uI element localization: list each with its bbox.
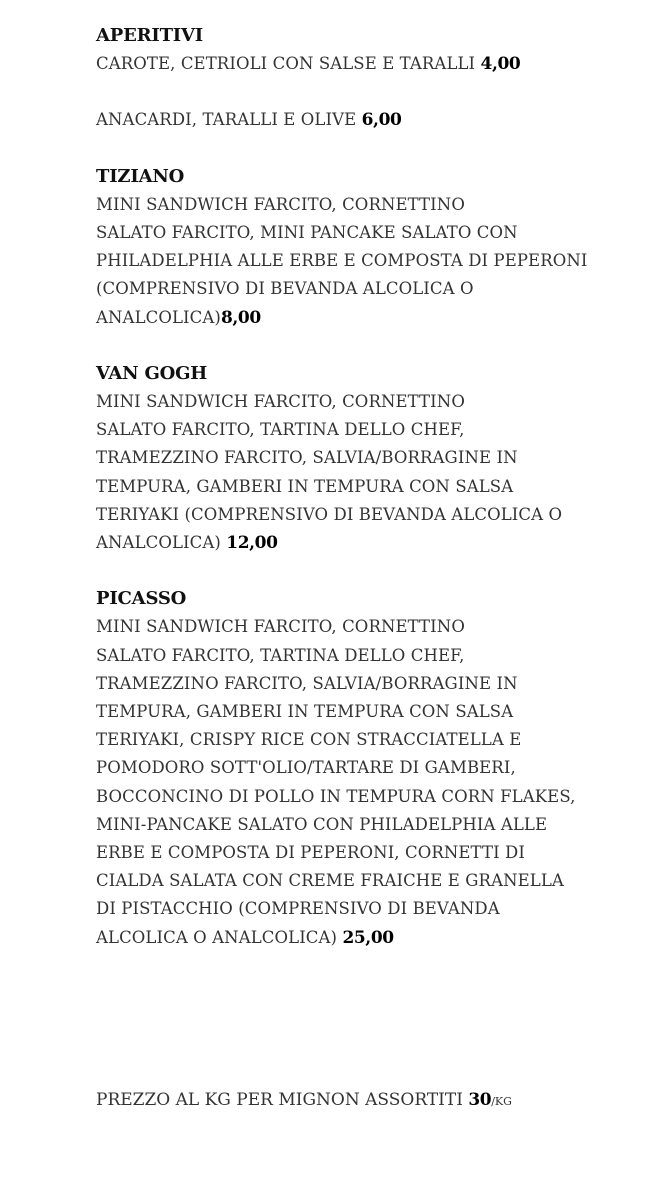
section-title-van-gogh: VAN GOGH	[96, 362, 208, 384]
section-tiziano	[96, 163, 586, 332]
description-line-last	[96, 924, 586, 952]
description-line: PHILADELPHIA ALLE ERBE E COMPOSTA DI PEPERONI	[96, 251, 588, 271]
description-line: TRAMEZZINO FARCITO, SALVIA/BORRAGINE IN	[96, 673, 518, 693]
description-line: CIALDA SALATA CON CREME FRAICHE E GRANELLA	[96, 871, 564, 891]
description-line: TEMPURA, GAMBERI IN TEMPURA CON SALSA	[96, 476, 514, 496]
menu-item-anacardi	[96, 106, 586, 134]
item-text: ANACARDI, TARALLI E OLIVE	[96, 110, 357, 130]
description-line: SALATO FARCITO, TARTINA DELLO CHEF,	[96, 645, 465, 665]
description-text: ANALCOLICA)	[96, 533, 221, 553]
description-line: MINI SANDWICH FARCITO, CORNETTINO	[96, 392, 465, 412]
description-line: TERIYAKI, CRISPY RICE CON STRACCIATELLA E	[96, 730, 522, 750]
footer-unit: /KG	[491, 1095, 512, 1108]
description-line: MINI SANDWICH FARCITO, CORNETTINO	[96, 194, 465, 214]
description-line: SALATO FARCITO, TARTINA DELLO CHEF,	[96, 420, 465, 440]
section-van-gogh	[96, 360, 586, 557]
description-line: MINI SANDWICH FARCITO, CORNETTINO	[96, 617, 465, 637]
section-title-aperitivi: APERITIVI	[96, 25, 203, 46]
footer-price: 30	[468, 1090, 492, 1110]
footer-mignon-price	[96, 1086, 512, 1116]
description-line: TERIYAKI (COMPRENSIVO DI BEVANDA ALCOLICA O	[96, 504, 563, 524]
menu-item-carote	[96, 50, 586, 78]
section-title-tiziano: TIZIANO	[96, 165, 185, 187]
section-aperitivi	[96, 22, 586, 135]
item-price: 4,00	[480, 54, 521, 75]
description-line: TEMPURA, GAMBERI IN TEMPURA CON SALSA	[96, 702, 514, 722]
description-line-last	[96, 529, 586, 557]
section-title-picasso: PICASSO	[96, 588, 187, 610]
description-line-last	[96, 304, 586, 332]
section-picasso	[96, 585, 586, 952]
description-text: ANALCOLICA)	[96, 307, 221, 327]
description-line: SALATO FARCITO, MINI PANCAKE SALATO CON	[96, 223, 518, 243]
item-text: CAROTE, CETRIOLI CON SALSE E TARALLI	[96, 54, 476, 74]
section-price: 8,00	[220, 307, 261, 328]
item-price: 6,00	[361, 110, 402, 131]
description-line: POMODORO SOTT'OLIO/TARTARE DI GAMBERI,	[96, 758, 516, 778]
description-line: MINI-PANCAKE SALATO CON PHILADELPHIA ALLE	[96, 814, 548, 834]
description-line: ERBE E COMPOSTA DI PEPERONI, CORNETTI DI	[96, 843, 525, 863]
description-line: BOCCONCINO DI POLLO IN TEMPURA CORN FLAKES,	[96, 786, 576, 806]
description-line: TRAMEZZINO FARCITO, SALVIA/BORRAGINE IN	[96, 448, 518, 468]
description-line: (COMPRENSIVO DI BEVANDA ALCOLICA O	[96, 279, 474, 299]
menu	[96, 22, 586, 980]
description-line: DI PISTACCHIO (COMPRENSIVO DI BEVANDA	[96, 899, 500, 919]
section-price: 12,00	[226, 533, 278, 554]
footer-text: PREZZO AL KG PER MIGNON ASSORTITI	[96, 1090, 463, 1110]
section-price: 25,00	[342, 927, 394, 948]
description-text: ALCOLICA O ANALCOLICA)	[96, 927, 338, 947]
